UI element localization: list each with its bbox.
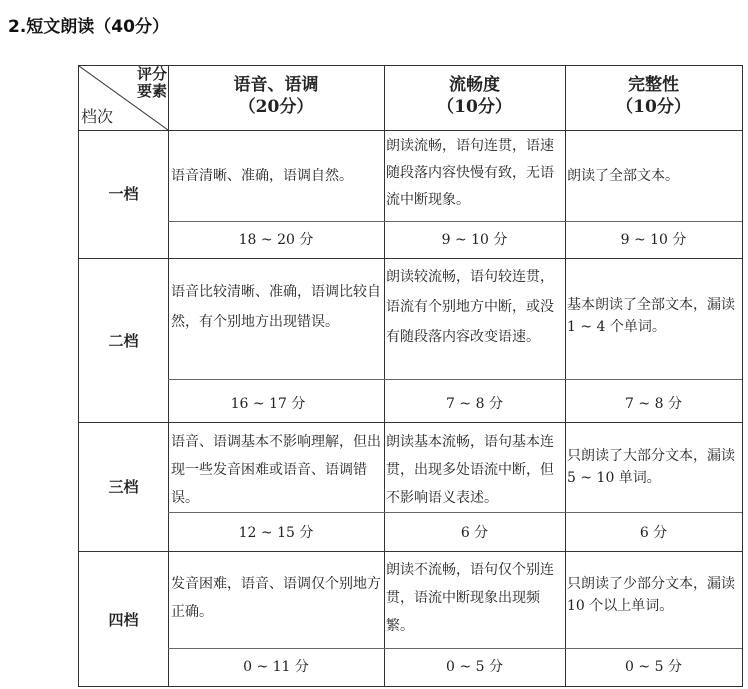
row-divider (79, 258, 742, 259)
criteria-cell: 朗读较流畅，语句较连贯，语流有个别地方中断，或没有随段落内容改变语速。 (386, 269, 554, 345)
criteria-cell: 朗读了全部文本。 (567, 168, 679, 184)
header-title: 流畅度 (449, 75, 500, 95)
criteria-cell: 发音困难，语音、语调仅个别地方正确。 (171, 576, 381, 620)
corner-top-label: 评分 要素 (136, 65, 167, 100)
header-completeness (565, 74, 742, 118)
header-points: （10分） (616, 97, 691, 117)
row-divider (79, 130, 742, 131)
criteria-cell: 朗读基本流畅，语句基本连贯，出现多处语流中断，但不影响语义表述。 (386, 434, 554, 506)
row-divider (168, 379, 742, 380)
score-cell: 0 ~ 5 分 (625, 659, 682, 675)
level-label: 二档 (108, 332, 139, 350)
column-divider (384, 66, 385, 686)
row-divider (168, 648, 742, 649)
criteria-cell: 只朗读了少部分文本，漏读 10 个以上单词。 (567, 576, 735, 614)
criteria-cell: 语音、语调基本不影响理解，但出现一些发音困难或语音、语调错误。 (171, 434, 381, 506)
level-label: 四档 (108, 611, 139, 629)
row-divider (79, 422, 742, 423)
score-cell: 9 ~ 10 分 (441, 232, 508, 248)
score-cell: 6 分 (639, 525, 668, 541)
criteria-cell: 语音比较清晰、准确，语调比较自然，有个别地方出现错误。 (171, 284, 381, 330)
section-title: 2.短文朗读（40分） (8, 17, 169, 37)
score-cell: 0 ~ 11 分 (243, 659, 309, 675)
score-cell: 12 ~ 15 分 (238, 525, 314, 541)
score-cell: 16 ~ 17 分 (230, 396, 306, 412)
header-title: 语音、语调 (233, 75, 319, 95)
score-cell: 6 分 (460, 525, 489, 541)
corner-bottom-label: 档次 (81, 107, 114, 126)
criteria-cell: 朗读流畅，语句连贯，语速随段落内容快慢有致，无语流中断现象。 (386, 138, 554, 208)
score-cell: 7 ~ 8 分 (625, 396, 682, 412)
criteria-cell: 朗读不流畅，语句仅个别连贯，语流中断现象出现频繁。 (386, 562, 554, 634)
row-divider (168, 512, 742, 513)
criteria-cell: 只朗读了大部分文本，漏读 5 ~ 10 单词。 (567, 448, 735, 486)
header-points: （20分） (238, 97, 314, 117)
score-cell: 9 ~ 10 分 (620, 232, 687, 248)
column-divider (168, 66, 169, 686)
header-pronunciation (168, 74, 384, 118)
header-fluency (384, 74, 565, 118)
criteria-cell: 语音清晰、准确，语调自然。 (171, 168, 353, 184)
scoring-table (78, 65, 743, 687)
row-divider (79, 551, 742, 552)
score-cell: 7 ~ 8 分 (446, 396, 503, 412)
row-divider (168, 221, 742, 222)
header-points: （10分） (437, 97, 512, 117)
score-cell: 0 ~ 5 分 (446, 659, 503, 675)
score-cell: 18 ~ 20 分 (238, 232, 314, 248)
column-divider (565, 66, 566, 686)
level-label: 一档 (108, 185, 139, 203)
level-label: 三档 (108, 478, 139, 496)
header-title: 完整性 (628, 75, 679, 95)
criteria-cell: 基本朗读了全部文本，漏读 1 ~ 4 个单词。 (567, 297, 735, 335)
